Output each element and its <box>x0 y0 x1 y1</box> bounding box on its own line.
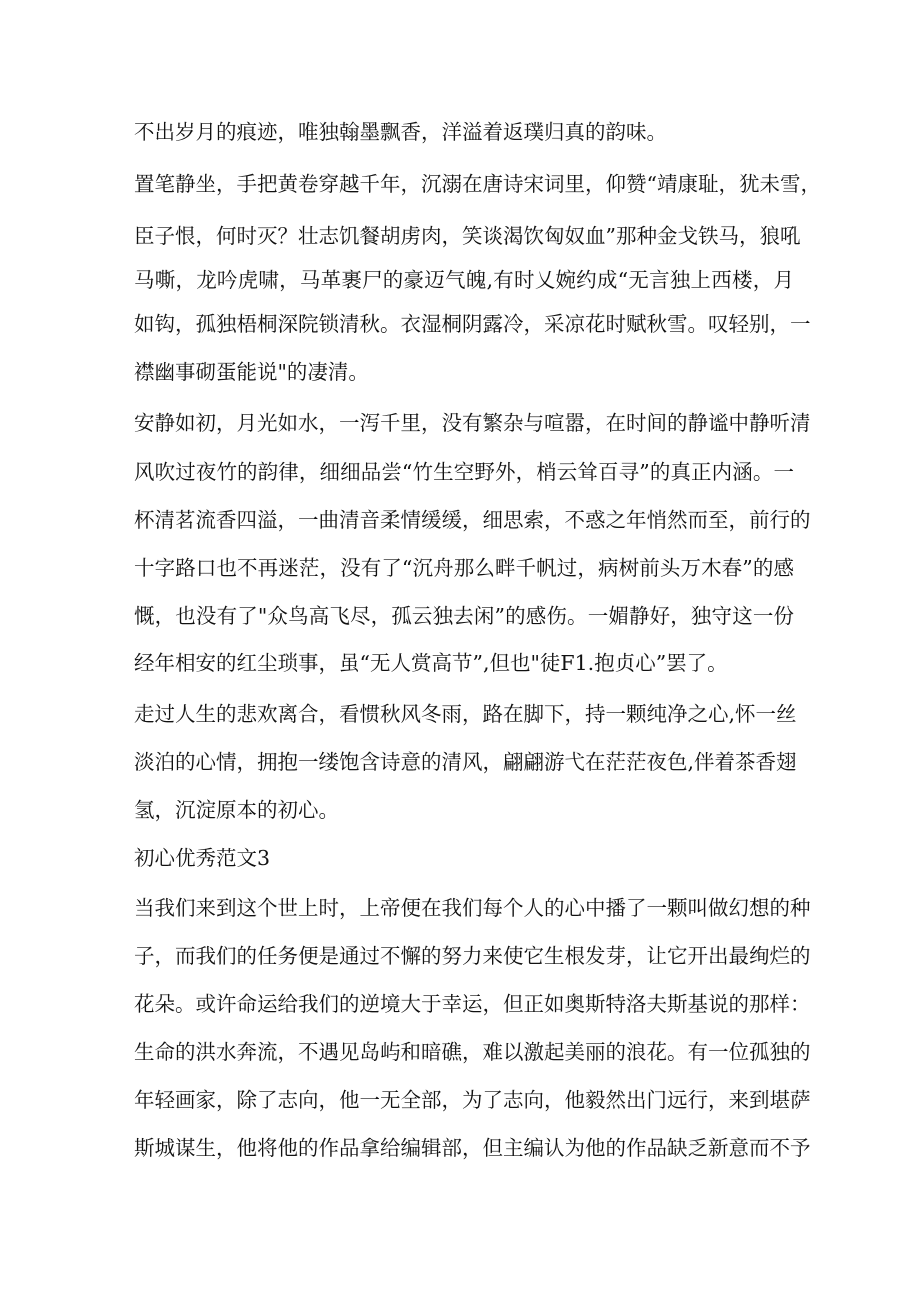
paragraph-line: 子，而我们的任务便是通过不懈的努力来使它生根发芽，让它开出最绚烂的 <box>134 944 811 968</box>
paragraph-line: 走过人生的悲欢离合，看惯秋风冬雨，路在脚下，持一颗纯净之心,怀一丝 <box>134 702 797 726</box>
section-heading: 初心优秀范文3 <box>134 846 271 870</box>
paragraph-line: 淡泊的心情，拥抱一缕饱含诗意的清风，翩翩游弋在茫茫夜色,伴着茶香翅 <box>134 750 797 774</box>
paragraph-line: 斯城谋生，他将他的作品拿给编辑部，但主编认为他的作品缺乏新意而不予 <box>134 1136 811 1160</box>
paragraph-line: 襟幽事砌蛋能说"的凄清。 <box>134 360 369 384</box>
paragraph-line: 不出岁月的痕迹，唯独翰墨飘香，洋溢着返璞归真的韵味。 <box>134 120 667 144</box>
paragraph-line: 慨，也没有了"众鸟高飞尽，孤云独去闲”的感伤。一媚静好，独守这一份 <box>134 604 794 628</box>
paragraph-line: 杯清茗流香四溢，一曲清音柔情缓缓，细思索，不惑之年悄然而至，前行的 <box>134 508 811 532</box>
paragraph-line: 经年相安的红尘琐事，虽“无人赏高节”,但也"徒F1.抱贞心”罢了。 <box>134 651 728 675</box>
paragraph-line: 置笔静坐，手把黄卷穿越千年，沉溺在唐诗宋词里，仰赞“靖康耻，犹未雪， <box>134 172 821 196</box>
paragraph-line: 年轻画家，除了志向，他一无全部，为了志向，他毅然出门远行，来到堪萨 <box>134 1088 811 1112</box>
paragraph-line: 风吹过夜竹的韵律，细细品尝“竹生空野外，梢云耸百寻”的真正内涵。一 <box>134 460 794 484</box>
paragraph-line: 生命的洪水奔流，不遇见岛屿和暗礁，难以激起美丽的浪花。有一位孤独的 <box>134 1040 811 1064</box>
paragraph-line: 如钩，孤独梧桐深院锁清秋。衣湿桐阴露冷，采凉花时赋秋雪。叹轻别，一 <box>134 312 811 336</box>
paragraph-line: 当我们来到这个世上时，上帝便在我们每个人的心中播了一颗叫做幻想的种 <box>134 896 811 920</box>
paragraph-line: 马嘶，龙吟虎啸，马革裹尸的豪迈气魄,有时乂婉约成“无言独上西楼，月 <box>134 268 794 292</box>
paragraph-line: 十字路口也不再迷茫，没有了“沉舟那么畔千帆过，病树前头万木春”的感 <box>134 556 794 580</box>
paragraph-line: 臣子恨，何时灭？壮志饥餐胡虏肉，笑谈渴饮匈奴血”那种金戈铁马，狼吼 <box>134 224 801 248</box>
paragraph-line: 氢，沉淀原本的初心。 <box>134 798 339 822</box>
paragraph-line: 安静如初，月光如水，一泻千里，没有繁杂与喧嚣，在时间的静谧中静听清 <box>134 411 811 435</box>
paragraph-line: 花朵。或许命运给我们的逆境大于幸运，但正如奥斯特洛夫斯基说的那样： <box>134 992 811 1016</box>
